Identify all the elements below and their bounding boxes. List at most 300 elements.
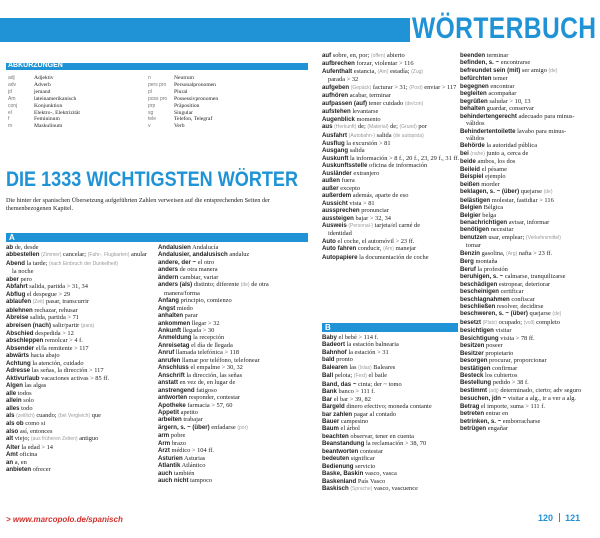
entry-headword: Aufenthalt: [322, 67, 353, 75]
entry-translation: (Zimmer) cancelar; (Fahr-, Flugkarten) anular: [41, 251, 147, 259]
abbreviation-value: Adjektiv: [34, 75, 54, 81]
entry-translation: quejarse (de): [520, 188, 553, 196]
entry-translation: avisar, informar: [508, 218, 550, 226]
dictionary-entry: [460, 387, 600, 395]
dictionary-entry: [322, 100, 460, 108]
entry-headword: Apotheke: [158, 401, 186, 409]
dictionary-entry: [460, 204, 600, 211]
dictionary-entry: [6, 307, 156, 314]
dictionary-entry: [460, 242, 600, 249]
entry-headword: abreisen (nach): [6, 321, 52, 329]
entry-translation: vista > 81: [349, 199, 375, 207]
entry-translation: estropear, deteriorar: [498, 280, 551, 288]
entry-headword: Beruf: [460, 265, 476, 273]
entry-headword: Auskunft: [322, 154, 349, 162]
dictionary-entry: [6, 412, 156, 420]
dictionary-entry: [460, 365, 600, 372]
entry-headword: Andalusier, andalusisch: [158, 251, 228, 259]
entry-translation: así, entonces: [19, 427, 53, 435]
entry-headword: Besitzer: [460, 349, 484, 357]
entry-translation: el importe, suma > 111 f.: [480, 402, 545, 410]
letter-bar-a: [6, 233, 308, 242]
entry-headword: befinden, s. ~: [460, 59, 500, 67]
abbreviation-key: adj: [8, 75, 15, 81]
entry-translation: (adj) determinado, cierto; adv seguro: [488, 386, 582, 394]
entry-translation: ofrecer: [32, 466, 51, 474]
entry-translation: la estación balnearia: [346, 341, 399, 349]
entry-translation: (Gepäck) facturar > 31; (Post) enviar > 117: [350, 83, 457, 91]
entry-translation: las señas, la dirección > 117: [31, 367, 104, 375]
dictionary-entry: [158, 387, 310, 394]
dictionary-entry: [460, 226, 600, 233]
entry-translation: parar: [184, 312, 198, 320]
dictionary-entry: [460, 197, 600, 204]
entry-headword: Absender: [6, 344, 35, 352]
entry-headword: auch nicht: [158, 477, 189, 485]
entry-translation: fuera: [341, 177, 355, 185]
entry-headword: Ausgang: [322, 147, 349, 155]
entry-translation: ejemplo: [484, 173, 506, 181]
dictionary-entry: [6, 330, 156, 337]
entry-headword: Abfahrt: [6, 283, 28, 291]
dictionary-entry: [322, 418, 460, 425]
dictionary-entry: [460, 219, 600, 226]
entry-headword: Autopapiere: [322, 253, 358, 261]
entry-translation: también: [173, 469, 195, 477]
abbreviation-value: lateinamerikanisch: [34, 95, 77, 102]
entry-translation: el día de llegada: [191, 341, 233, 349]
entry-headword: Atlantik: [158, 462, 181, 470]
dictionary-entry: [460, 296, 600, 303]
dictionary-entry: [158, 266, 310, 273]
dictionary-entry: [158, 327, 310, 334]
dictionary-entry: [460, 173, 600, 180]
entry-headword: bald: [322, 356, 335, 364]
entry-translation: la atención, cuidado: [32, 359, 84, 367]
dictionary-entry: [460, 281, 600, 288]
entry-translation: pronunciar: [361, 207, 389, 215]
entry-translation: hacia abajo: [30, 352, 60, 360]
entry-headword: bar zahlen: [322, 410, 353, 418]
entry-translation: la tarde; (nach Einbruch der Dunkelheit): [26, 259, 118, 267]
dictionary-entry: [6, 244, 156, 251]
dictionary-entry: [322, 192, 460, 199]
footer-url[interactable]: > www.marcopolo.de/spanisch: [6, 515, 123, 524]
abbreviation-row: [148, 75, 194, 81]
entry-headword: begleiten: [460, 90, 487, 98]
entry-translation: levantarse: [352, 108, 379, 116]
entry-translation: servicio: [355, 462, 376, 470]
entry-translation: confirmar: [492, 364, 518, 372]
entry-translation: salida, partida > 71: [29, 314, 80, 322]
abbreviation-value: Maskulinum: [34, 123, 63, 130]
entry-headword: Abend: [6, 259, 25, 267]
dictionary-entry: [322, 411, 460, 418]
entry-translation: lavabo para minus-: [517, 127, 567, 135]
entry-headword: anstatt: [158, 379, 178, 387]
entry-translation: llegada > 30: [182, 326, 215, 334]
entry-headword: Balearen: [322, 363, 348, 371]
dictionary-entry: [6, 420, 156, 427]
entry-headword: befreundet sein (mit): [460, 66, 521, 74]
entry-headword: Abflug: [6, 290, 26, 298]
dictionary-entry: [460, 258, 600, 265]
entry-translation: pagar al contado: [353, 410, 396, 418]
entry-translation: la profesión: [477, 265, 508, 273]
dictionary-entry: [158, 372, 310, 379]
dictionary-entry: [158, 259, 310, 266]
dictionary-entry: [6, 405, 156, 412]
entry-headword: außen: [322, 177, 340, 185]
dictionary-entry: [322, 372, 460, 380]
entry-translation: calmarse, tranquilizarse: [504, 273, 566, 281]
entry-translation: procurar, proporcionar: [489, 357, 547, 365]
entry-headword: alt: [6, 435, 14, 443]
entry-headword: ärgern, s. ~ (über): [158, 423, 210, 431]
entry-headword: also: [6, 427, 19, 435]
entry-headword: betreten: [460, 410, 485, 418]
entry-headword: Beileid: [460, 165, 480, 173]
entry-translation: confiscar: [511, 295, 535, 303]
entry-headword: benutzen: [460, 233, 487, 241]
entry-headword: Appetit: [158, 408, 179, 416]
entry-translation: responder, contestar: [188, 394, 240, 402]
entry-headword: besetzt: [460, 318, 481, 326]
entry-translation: todos: [17, 389, 32, 397]
dictionary-entry: [460, 273, 600, 280]
abbreviation-key: tele: [148, 116, 157, 123]
abbreviation-key: prp: [148, 102, 156, 109]
dictionary-entry: [460, 250, 600, 258]
entry-translation: resolver, decidirse: [496, 302, 544, 310]
entry-translation: visitar a alg., ir a ver a alg.: [507, 395, 576, 403]
dictionary-entry: [322, 207, 460, 214]
entry-headword: besuchen, jdn ~: [460, 395, 507, 403]
entry-headword: aussprechen: [322, 207, 360, 215]
entry-headword: ablaufen: [6, 298, 32, 306]
abbreviation-row: [8, 103, 62, 109]
dictionary-entry: [158, 349, 310, 356]
abbreviation-row: [8, 116, 60, 122]
dictionary-entry: [322, 356, 460, 363]
dictionary-entry: [460, 310, 600, 318]
abbreviation-key: n: [148, 75, 151, 81]
entry-headword: bei: [460, 149, 469, 157]
entry-headword: ändern: [158, 273, 179, 281]
dictionary-entry: [322, 388, 460, 395]
entry-translation: manera/forma: [164, 289, 200, 297]
entry-translation: momento: [356, 115, 381, 123]
entry-headword: begegnen: [460, 82, 489, 90]
entry-translation: necesitar: [490, 226, 514, 234]
entry-translation: terminar: [486, 52, 509, 59]
entry-headword: beschließen: [460, 302, 496, 310]
entry-headword: beachten: [322, 432, 349, 440]
entry-translation: la excursión > 81: [346, 139, 391, 147]
dictionary-entry: [460, 303, 600, 310]
entry-headword: Ausfahrt: [322, 131, 348, 139]
entry-translation: Asturias: [183, 454, 206, 462]
dictionary-entry: [322, 254, 460, 261]
entry-headword: Belgien: [460, 204, 483, 212]
abbreviation-row: [148, 116, 212, 122]
entry-headword: beschädigen: [460, 280, 498, 288]
entry-translation: llamar por teléfono, telefonear: [181, 356, 260, 364]
dictionary-entry: [6, 428, 156, 435]
entry-headword: ab: [6, 244, 14, 251]
letter-bar-b: [322, 323, 458, 332]
dictionary-column-4: [460, 52, 600, 433]
entry-headword: Algen: [6, 382, 23, 390]
entry-translation: trabajar: [183, 416, 203, 424]
abbreviation-value: Personalpronomen: [174, 81, 216, 88]
entry-headword: bedeuten: [322, 455, 350, 463]
dictionary-entry: [158, 334, 310, 341]
dictionary-entry: [158, 244, 310, 251]
entry-headword: befürchten: [460, 75, 492, 83]
dictionary-column-1: [6, 244, 156, 474]
entry-translation: apetito: [180, 408, 198, 416]
dictionary-entry: [460, 67, 600, 75]
entry-headword: Alter: [6, 443, 20, 451]
entry-translation: visitar: [495, 327, 512, 335]
dictionary-entry: [322, 68, 460, 76]
dictionary-entry: [6, 444, 156, 451]
entry-translation: oficina: [19, 451, 38, 459]
dictionary-entry: [322, 396, 460, 403]
dictionary-entry: [6, 466, 156, 473]
entry-translation: fatigoso: [196, 386, 217, 394]
dictionary-entry: [322, 230, 460, 237]
dictionary-entry: [322, 185, 460, 192]
entry-translation: el árbol: [340, 425, 360, 433]
dictionary-entry: [158, 432, 310, 439]
entry-translation: acompañar: [488, 90, 517, 98]
entry-translation: Atlántico: [181, 462, 206, 470]
dictionary-entry: [460, 319, 600, 327]
entry-translation: extranjero: [353, 169, 380, 177]
dictionary-column-2: [158, 244, 310, 485]
dictionary-entry: [322, 155, 460, 162]
entry-translation: guardar, conservar: [486, 105, 534, 113]
entry-headword: aufstehen: [322, 108, 351, 116]
entry-translation: poseer: [486, 342, 503, 350]
entry-translation: médico > 104 ff.: [171, 447, 214, 455]
dictionary-entry: [322, 349, 460, 356]
dictionary-entry: [6, 459, 156, 466]
dictionary-entry: [460, 135, 600, 142]
entry-translation: la noche: [12, 268, 34, 276]
dictionary-entry: [322, 170, 460, 177]
abbreviation-value: Singular: [174, 109, 193, 116]
entry-headword: abbestellen: [6, 251, 40, 259]
entry-headword: aufpassen (auf): [322, 99, 368, 107]
entry-headword: Angst: [158, 304, 176, 312]
entry-headword: Baskisch: [322, 485, 349, 493]
entry-headword: arbeiten: [158, 416, 182, 424]
entry-translation: la información > 8 f., 20 f., 23, 29 f., 31 ff.: [350, 154, 460, 162]
dictionary-entry: [158, 402, 310, 409]
entry-headword: Beanstandung: [322, 440, 365, 448]
dictionary-entry: [460, 59, 600, 66]
entry-headword: abschleppen: [6, 337, 44, 345]
entry-translation: temer: [493, 75, 508, 83]
dictionary-entry: [460, 342, 600, 349]
entry-headword: bestimmt: [460, 386, 488, 394]
entry-translation: despedida > 12: [35, 329, 74, 337]
page-separator: [559, 513, 560, 522]
entry-headword: Baum: [322, 425, 339, 433]
abbreviation-key: f: [8, 116, 10, 123]
entry-headword: behalten: [460, 105, 486, 113]
page-numbers: [538, 513, 580, 523]
dictionary-entry: [460, 288, 600, 295]
entry-headword: Anschrift: [158, 371, 185, 379]
dictionary-entry: [460, 188, 600, 196]
dictionary-entry: [460, 90, 600, 97]
dictionary-entry: [460, 158, 600, 165]
entry-headword: beschlagnahmen: [460, 295, 510, 303]
entry-translation: tampoco: [190, 477, 213, 485]
dictionary-entry: [158, 364, 310, 371]
abbreviation-value: Konjunktion: [34, 102, 63, 109]
abbreviation-value: Neutrum: [174, 75, 194, 81]
dictionary-entry: [158, 462, 310, 469]
entry-translation: la autoridad pública: [486, 142, 538, 150]
entry-headword: Abschied: [6, 329, 34, 337]
entry-translation: la estación > 31: [348, 348, 389, 356]
entry-translation: belga: [482, 211, 497, 219]
abbreviation-value: Adverb: [34, 81, 51, 88]
entry-headword: Anruf: [158, 349, 175, 357]
entry-headword: besichtigen: [460, 327, 494, 335]
dictionary-entry: [158, 312, 310, 319]
entry-headword: anhalten: [158, 312, 184, 320]
entry-headword: benötigen: [460, 226, 490, 234]
dictionary-entry: [322, 76, 460, 83]
abbreviation-row: [148, 103, 199, 109]
entry-translation: distinto; diferente (de) de otra: [193, 281, 269, 289]
dictionary-entry: [158, 424, 310, 432]
entry-translation: Andalucía: [192, 244, 219, 251]
dictionary-entry: [460, 212, 600, 219]
abbreviation-key: poss pro: [148, 95, 168, 102]
entry-translation: en vez de, en lugar de: [179, 379, 236, 387]
entry-headword: Ausflug: [322, 139, 345, 147]
entry-translation: pobre: [170, 432, 186, 440]
dictionary-column-3b: [322, 334, 460, 494]
entry-headword: Asturien: [158, 454, 183, 462]
abbreviation-key: m: [8, 123, 13, 130]
entry-translation: (nahe) junto a, cerca de: [470, 149, 529, 157]
entry-translation: entrar en: [485, 410, 509, 418]
dictionary-entry: [158, 470, 310, 477]
dictionary-entry: [158, 290, 310, 297]
entry-headword: als: [6, 411, 15, 419]
entry-headword: Anmeldung: [158, 334, 192, 342]
dictionary-entry: [460, 403, 600, 410]
entry-translation: la edad > 14: [21, 443, 53, 451]
entry-translation: certificar: [500, 288, 524, 296]
entry-headword: bescheinigen: [460, 288, 499, 296]
entry-headword: abwärts: [6, 352, 30, 360]
abbreviation-key: pl: [148, 88, 152, 95]
entry-translation: el bebé > 114 f.: [338, 334, 379, 341]
entry-headword: besitzen: [460, 342, 485, 350]
abbreviation-key: v: [148, 123, 151, 130]
entry-headword: alles: [6, 404, 20, 412]
abbreviation-row: [8, 110, 80, 116]
entry-translation: montaña: [475, 258, 498, 266]
entry-translation: la dirección, las señas: [186, 371, 243, 379]
dictionary-entry: [460, 234, 600, 242]
dictionary-entry: [322, 84, 460, 92]
entry-translation: visita > 78 ff.: [500, 334, 535, 342]
entry-translation: bajar > 32, 34: [355, 214, 392, 222]
entry-headword: an: [6, 458, 14, 466]
dictionary-entry: [460, 335, 600, 342]
entry-translation: salida: [349, 147, 365, 155]
entry-headword: Besteck: [460, 372, 484, 380]
abbreviation-key: adv: [8, 81, 17, 88]
entry-translation: sobre, en, por; (offen) abierto: [332, 52, 405, 59]
entry-headword: Arzt: [158, 447, 170, 455]
dictionary-entry: [6, 435, 156, 443]
entry-translation: (Herkunft) de; (Material) de; (Grund) por: [334, 123, 427, 131]
dictionary-entry: [158, 251, 310, 258]
dictionary-entry: [158, 394, 310, 401]
entry-translation: a, en: [14, 458, 27, 466]
entry-translation: pedido > 38 f.: [492, 379, 529, 387]
abbreviation-key: conj: [8, 102, 18, 109]
abbreviation-value: Possessivpronomen: [174, 95, 219, 102]
entry-headword: arm: [158, 432, 170, 440]
abbreviation-key: pers pro: [148, 81, 167, 88]
entry-translation: ambos, los dos: [477, 158, 516, 166]
entry-translation: excepto: [340, 184, 361, 192]
entry-headword: behindertengerecht: [460, 112, 517, 120]
entry-headword: Auskunftsstelle: [322, 162, 368, 170]
dictionary-entry: [460, 372, 600, 379]
entry-headword: Bedienung: [322, 462, 354, 470]
entry-headword: Betrag: [460, 402, 480, 410]
dictionary-entry: [6, 276, 156, 283]
entry-translation: miedo: [176, 304, 193, 312]
entry-translation: todo: [21, 404, 33, 412]
dictionary-entry: [322, 364, 460, 372]
entry-headword: betrinken, s. ~: [460, 417, 502, 425]
entry-headword: Aussicht: [322, 199, 348, 207]
dictionary-entry: [6, 322, 156, 330]
abbreviation-key: jd: [8, 88, 12, 95]
abbreviation-value: Elektro-, Elektrizität: [34, 109, 80, 116]
entry-headword: Behörde: [460, 142, 485, 150]
entry-headword: aber: [6, 275, 19, 283]
entry-headword: aufhören: [322, 92, 349, 100]
dictionary-entry: [322, 60, 460, 67]
entry-headword: auch: [158, 469, 173, 477]
entry-translation: llamada telefónica > 118: [175, 349, 240, 357]
dictionary-entry: [158, 477, 310, 484]
entry-headword: beide: [460, 158, 476, 166]
entry-headword: aussteigen: [322, 214, 354, 222]
entry-translation: contestar: [359, 447, 383, 455]
entry-headword: Ausweis: [322, 221, 347, 229]
entry-headword: Belgier: [460, 211, 481, 219]
entry-translation: vasco, vasca: [364, 470, 397, 478]
dictionary-entry: [158, 281, 310, 289]
dictionary-entry: [158, 274, 310, 281]
